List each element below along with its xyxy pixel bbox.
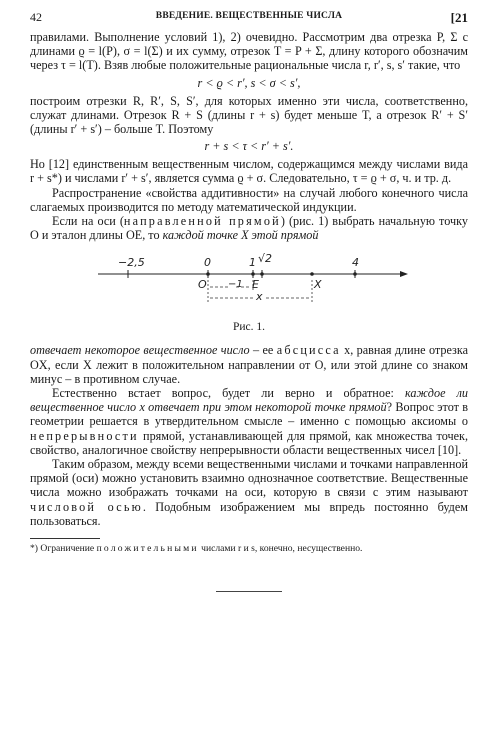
label-minus-2-5: −2,5 (118, 256, 145, 270)
p7-italic: каждое ли вещественное число x отвечает при этом некоторой точке прямой (30, 386, 468, 415)
footnote (30, 543, 468, 555)
footnote-end: числами r и s, конечно, несущественно. (198, 543, 363, 555)
label-point-X: X (314, 278, 322, 292)
section-marker: [21 (450, 10, 468, 25)
point-sqrt2 (260, 273, 264, 277)
paragraph-2: построим отрезки R, R′, S, S′, для которых именно эти числа, соответственно, служат длинами. Отрезок R + S (длины r + s) будет меньше T, а отрезок R′ + S′ (длины r′ + s′) – больше T. Поэтому (30, 93, 468, 137)
p7-spaced-term: непрерывности (30, 428, 139, 443)
p5-text-start: Если на оси ( (52, 214, 124, 229)
label-four: 4 (352, 256, 359, 270)
point-E (251, 273, 255, 277)
label-dim-x: x (256, 290, 263, 304)
p5-text-middle: ) (рис. 1) выбрать начальную точку O и эталон длины OE, то (30, 214, 468, 243)
p8-start: Таким образом, между всеми вещественными числами и точками направленной прямой (оси) можно установить взаимно однозначное соответствие. Вещественные числа можно изображать точками на оси, которую в связи с этим называют (30, 457, 468, 500)
bottom-rule (216, 591, 282, 592)
axis-arrow (400, 271, 408, 277)
paragraph-5 (30, 214, 468, 242)
p6-spaced-term: абсцисса (276, 343, 341, 358)
footnote-start: *) Ограничение (30, 543, 97, 555)
figure-caption: Рис. 1. (232, 321, 266, 334)
p7-start: Естественно встает вопрос, будет ли верно и обратное: (52, 386, 405, 401)
paragraph-4: Распространение «свойства аддитивности» на случай любого конечного числа слагаемых производится по методу математической индукции. (30, 185, 468, 214)
point-O (206, 273, 210, 277)
page-header (30, 10, 468, 30)
p6-rest: x, равная длине отрезка OX, если X лежит в положительном направлении от O, или этой длине со знаком минус – в противном случае. (30, 343, 468, 386)
paragraph-7 (30, 386, 468, 457)
paragraph-3: Но [12] единственным вещественным числом, содержащимся между числами вида r + s*) и числами r′ + s′, является сумма ϱ + σ. Следовательно, τ = ϱ + σ, ч. и тр. д. (30, 157, 468, 186)
p8-spaced-term: числовой осью (30, 499, 143, 514)
label-zero: 0 (204, 256, 211, 270)
book-page (30, 10, 468, 592)
formula-sum-bounds: r + s < τ < r′ + s′. (204, 139, 294, 154)
page-number: 42 (30, 10, 42, 24)
running-title: ВВЕДЕНИЕ. ВЕЩЕСТВЕННЫЕ ЧИСЛА (155, 11, 343, 21)
paragraph-6 (30, 343, 468, 386)
paragraph-8 (30, 457, 468, 528)
footnote-divider (30, 538, 100, 539)
point-four (353, 273, 357, 277)
p5-italic-end: каждой точке X этой прямой (162, 228, 319, 243)
footnote-spaced-term: положительными (96, 543, 199, 555)
p8-end: . Подобным изображением мы впредь постоянно будем пользоваться. (30, 499, 468, 528)
p6-dash: – ее (249, 343, 277, 358)
point-X (310, 273, 314, 277)
p6-italic-start: отвечает некоторое вещественное число (30, 343, 250, 358)
label-one: 1 (249, 256, 256, 270)
label-point-O: O (198, 278, 207, 292)
p7-middle: ? Вопрос этот в геометрии решается в утвердительном смысле – именно с помощью аксиомы о (30, 400, 469, 429)
p5-spaced-term: направленной прямой (123, 214, 281, 229)
formula-inequalities: r < ϱ < r′, s < σ < s′, (197, 75, 301, 90)
label-point-E: E (252, 278, 259, 292)
figure-number-axis (30, 250, 468, 318)
label-dim-minus-one: −1 (228, 279, 243, 291)
paragraph-1: правилами. Выполнение условий 1), 2) очевидно. Рассмотрим два отрезка P, Σ с длинами ϱ = l(P), σ = l(Σ) и их сумму, отрезок T = P + Σ, длину которого обозначим через τ = l(T). Взяв любые положительные рациональные числа r, r′, s, s′ такие, что (30, 30, 468, 73)
label-sqrt2: √2 (258, 252, 273, 266)
p7-end: прямой, устанавливающей для прямой, как множества точек, свойство, аналогичное свойству непрерывности области вещественных чисел [10]. (30, 428, 468, 457)
